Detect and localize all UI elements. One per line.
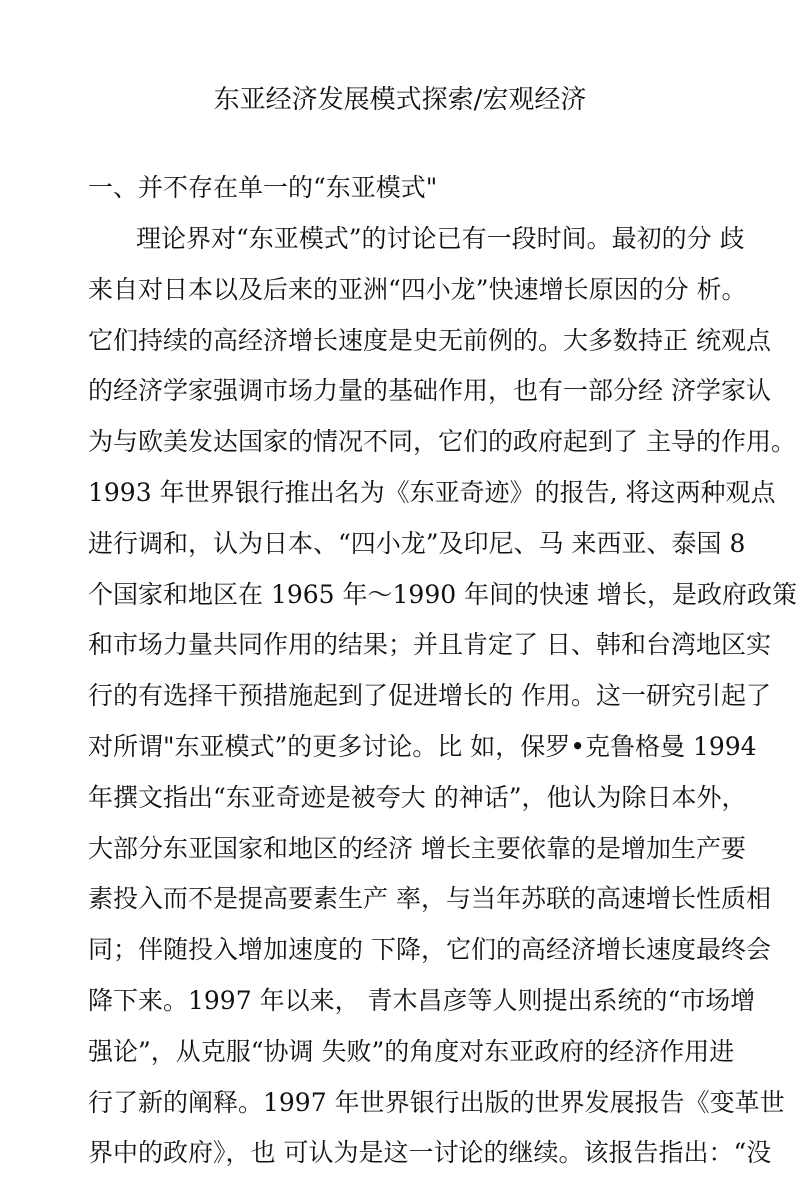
paragraph xyxy=(88,214,798,1179)
paragraph-line: 为与欧美发达国家的情况不同，它们的政府起到了 主导的作用。 xyxy=(88,427,796,457)
page-title: 东亚经济发展模式探索/宏观经济 xyxy=(213,85,587,115)
paragraph-line: 行了新的阐释。1997 年世界银行出版的世界发展报告《变革世 xyxy=(88,1087,785,1117)
paragraph-line: 降下来。1997 年以来， 青木昌彦等人则提出系统的“市场增 xyxy=(88,985,756,1015)
paragraph-line: 1993 年世界银行推出名为《东亚奇迹》的报告, 将这两种观点 xyxy=(88,477,776,507)
paragraph-line: 的经济学家强调市场力量的基础作用，也有一部分经 济学家认 xyxy=(88,376,771,406)
paragraph-line: 它们持续的高经济增长速度是史无前例的。大多数持正 统观点 xyxy=(88,325,771,355)
paragraph-line: 强论”，从克服“协调 失败”的角度对东亚政府的经济作用进 xyxy=(88,1036,735,1066)
paragraph-line: 素投入而不是提高要素生产 率，与当年苏联的高速增长性质相 xyxy=(88,884,771,914)
paragraph-line: 界中的政府》，也 可认为是这一讨论的继续。该报告指出：“没 xyxy=(88,1138,772,1168)
paragraph-line: 个国家和地区在 1965 年～1990 年间的快速 增长，是政府政策 xyxy=(88,579,798,609)
paragraph-line: 同；伴随投入增加速度的 下降，它们的高经济增长速度最终会 xyxy=(88,935,771,965)
paragraph-line: 对所谓"东亚模式”的更多讨论。比 如，保罗•克鲁格曼 1994 xyxy=(88,731,757,761)
paragraph-line: 行的有选择干预措施起到了促进增长的 作用。这一研究引起了 xyxy=(88,681,771,711)
paragraph-line: 年撰文指出“东亚奇迹是被夸大 的神话”，他认为除日本外， xyxy=(88,782,747,812)
paragraph-line: 大部分东亚国家和地区的经济 增长主要依靠的是增加生产要 xyxy=(88,833,746,863)
paragraph-line: 进行调和，认为日本、“四小龙”及印尼、马 来西亚、泰国 8 xyxy=(88,528,746,558)
paragraph-line: 理论界对“东亚模式”的讨论已有一段时间。最初的分 歧 xyxy=(136,224,745,253)
section-heading: 一、并不存在单一的“东亚模式" xyxy=(88,173,438,202)
paragraph-line: 来自对日本以及后来的亚洲“四小龙”快速增长原因的分 析。 xyxy=(88,274,747,304)
paragraph-line: 和市场力量共同作用的结果；并且肯定了 日、韩和台湾地区实 xyxy=(88,630,771,660)
